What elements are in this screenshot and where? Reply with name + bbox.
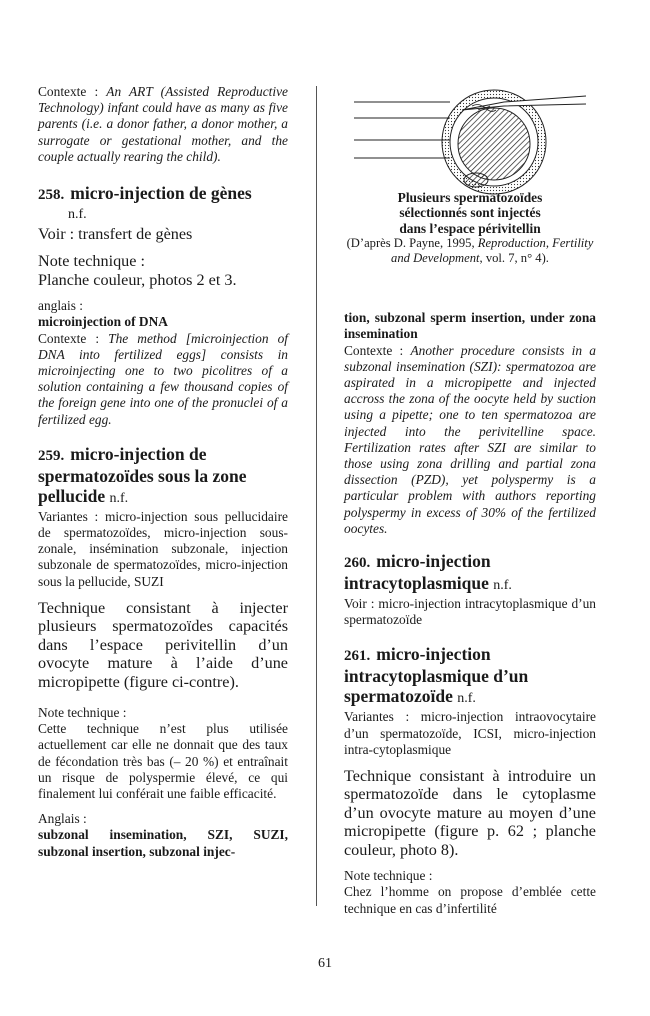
entry-259-variantes: Variantes : micro-injection sous pellucidaire de spermatozoïdes, micro-injection sous-zonale, insémination subzonale, injection subzonale de spermatozoïdes, micro-injection sous la pellucide, SUZI — [38, 508, 288, 589]
entry-pos: n.f. — [68, 207, 87, 223]
entry-number: 258. — [38, 187, 65, 204]
entry-259-anglais-label: Anglais : — [38, 811, 87, 827]
micropipette-figure — [354, 84, 586, 202]
page-number: 61 — [318, 956, 332, 971]
entry-258-context-text: The method [microinjection of DNA into fertilized eggs] consists in microinjecting one to two picolitres of a solution containing a few thousand copies of the foreign gene into one of the pronuclei of a fertilized egg. — [38, 330, 289, 427]
entry-259-definition: Technique consistant à injecter plusieurs spermatozoïdes capacités dans l’espace perivitellin d’un ovocyte mature à l’aide d’une micropipette (figure ci-contre). — [38, 598, 288, 691]
entry-pos: n.f. — [457, 691, 476, 707]
entry-259-english-cont: tion, subzonal sperm insertion, under zona insemination — [344, 310, 596, 342]
entry-258-note-label: Note technique : — [38, 252, 145, 271]
caption-journal: Reproduction, Fertility and Development — [391, 236, 594, 266]
entry-258-english-term: microinjection of DNA — [38, 314, 168, 330]
entry-pos: n.f. — [109, 490, 129, 506]
entry-term: micro-injection de gènes — [70, 183, 252, 204]
entry-number: 261. — [344, 648, 371, 665]
context-intro: Contexte : An ART (Assisted Reproductive Technology) infant could have as many as five parents (i.e. a donor father, a donor mother, a surrogate or gestational mother, and the couple actually rearing the child). — [38, 84, 288, 164]
entry-258-note-text: Planche couleur, photos 2 et 3. — [38, 270, 237, 289]
column-divider — [316, 86, 317, 906]
entry-number: 259. — [38, 447, 65, 464]
entry-258-context: Contexte : The method [microinjection of DNA into fertilized eggs] consists in microinjecting one to two picolitres of a solution containing a few thousand copies of the foreign gene into one of the pronuclei of a fertilized egg. — [38, 330, 289, 427]
entry-term: micro-injection intracytoplasmique d’un spermatozoïde — [344, 644, 529, 707]
entry-260-heading — [344, 551, 596, 596]
caption-line: dans l’espace périvitellin — [399, 220, 541, 236]
caption-source: (D’après D. Payne, 1995, Reproduction, Fertility and Development, vol. 7, n° 4). — [346, 236, 594, 266]
figure-caption — [344, 190, 596, 266]
entry-261-note-label: Note technique : — [344, 868, 433, 884]
entry-258-heading — [38, 183, 288, 225]
context-intro-text: An ART (Assisted Reproductive Technology) infant could have as many as five parents (i.e. a donor father, a donor mother, a surrogate or gestational mother, and the couple actually rearing the child). — [38, 84, 288, 164]
entry-259-note-text: Cette technique n’est plus utilisée actuellement car elle ne donnait que des taux de fécondation très bas (– 20 %) et entraînait un risque de polyspermie élevé, ce qui finalement lui conférait une faible efficacité. — [38, 721, 288, 801]
entry-261-heading — [344, 644, 596, 709]
oocyte — [458, 108, 530, 180]
entry-261-note-text: Chez l’homme on propose d’emblée cette technique en cas d’infertilité — [344, 884, 596, 916]
entry-259-note-label: Note technique : — [38, 704, 127, 720]
caption-line: Plusieurs spermatozoïdes — [397, 190, 543, 205]
entry-term: micro-injection intracytoplasmique — [344, 551, 491, 594]
right-column — [344, 190, 596, 917]
left-column — [38, 84, 288, 860]
entry-258-anglais-label: anglais : — [38, 298, 83, 314]
entry-260-voir: Voir : micro-injection intracytoplasmique d’un spermatozoïde — [344, 596, 596, 628]
entry-term: micro-injection de spermatozoïdes sous la zone pellucide — [38, 443, 247, 506]
polar-body — [464, 173, 488, 187]
entry-number: 260. — [344, 555, 371, 572]
entry-259-heading — [38, 444, 288, 509]
entry-259-english-terms: subzonal insemination, SZI, SUZI, subzonal insertion, subzonal injec- — [38, 827, 288, 859]
entry-261-definition: Technique consistant à introduire un spermatozoïde dans le cytoplasme d’un ovocyte mature au moyen d’une micropipette (figure p. 62 ; planche couleur, photo 8). — [344, 767, 596, 859]
entry-258-voir: Voir : transfert de gènes — [38, 225, 193, 244]
entry-pos: n.f. — [493, 578, 512, 594]
entry-259-context-en: Contexte : Another procedure consists in a subzonal insemination (SZI): spermatozoa are aspirated in a micropipette and injected accross the zona of the oocyte held by suction using a pipette; one to ten spermatozoa are injected into the perivitelline space. Fertilization rates after SZI are similar to those using zona drilling and partial zona dissection (PZD), yet polyspermy is a particular problem with authors reporting polyspermy in excess of 30% of the fertilized oocytes. — [344, 342, 597, 536]
entry-261-variantes: Variantes : micro-injection intraovocytaire d’un spermatozoïde, ICSI, micro-injection intra-cytoplasmique — [344, 709, 596, 757]
caption-line: sélectionnés sont injectés — [399, 205, 541, 221]
entry-259-context-en-text: Another procedure consists in a subzonal insemination (SZI): spermatozoa are aspirated in a micropipette and injected accross the zona of the oocyte held by suction using a pipette; one to ten spermatozoa are injected into the perivitelline space. Fertilization rates after SZI are similar to those using zona drilling and partial zona dissection (PZD), yet polyspermy is a particular problem with authors reporting polyspermy in excess of 30% of the fertilized oocytes. — [344, 342, 597, 536]
